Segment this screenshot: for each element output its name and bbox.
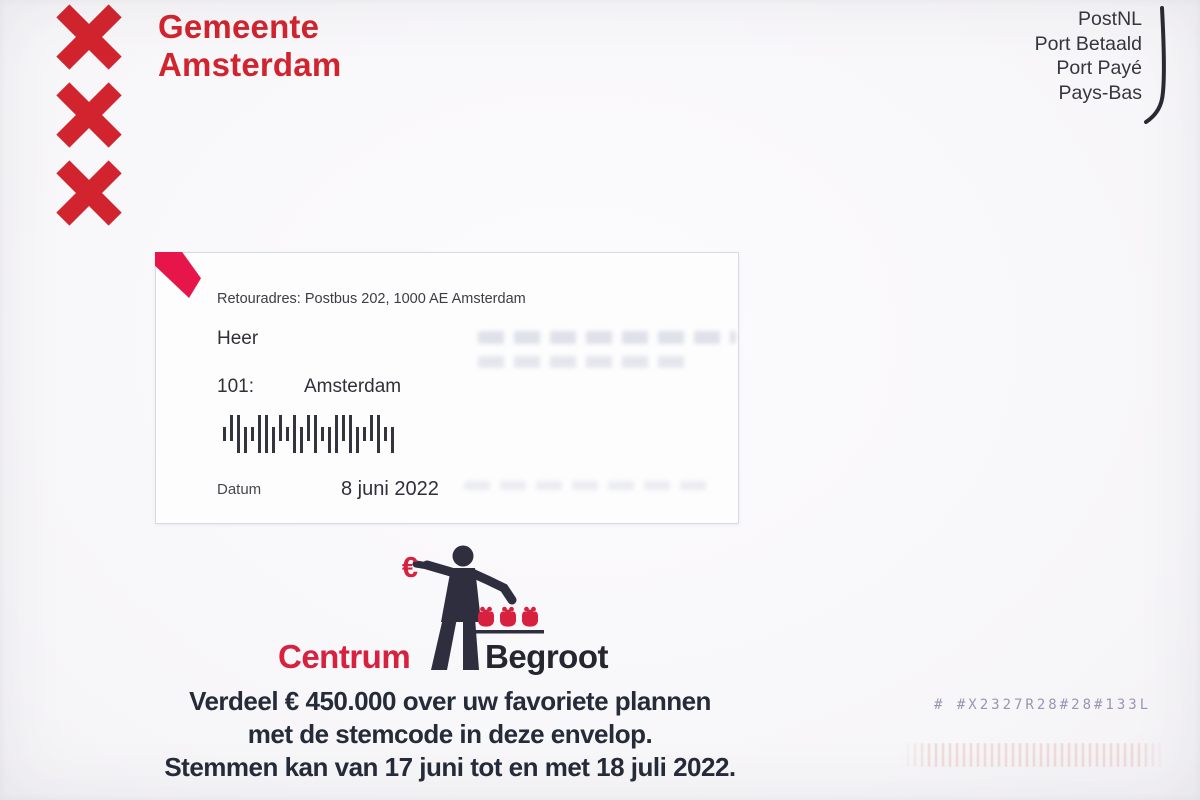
kix-bar [377, 415, 380, 453]
tagline-line2: met de stemcode in deze envelop. [247, 719, 653, 749]
kix-bar [363, 427, 366, 441]
return-address: Retouradres: Postbus 202, 1000 AE Amsterdam [217, 291, 526, 307]
sender-wordmark-line2: Amsterdam [158, 46, 342, 83]
kix-bar [321, 427, 324, 441]
kix-bar [335, 415, 338, 453]
kix-bar [237, 415, 240, 453]
kix-bar [300, 427, 303, 453]
andreas-cross-icon [56, 82, 122, 148]
kix-bar [307, 415, 310, 441]
date-row [217, 478, 617, 500]
franking-line-carrier: PostNL [1078, 8, 1142, 30]
centrum-begroot-logo [270, 538, 630, 680]
franking-line-port-betaald: Port Betaald [1034, 32, 1142, 55]
kix-bar [258, 415, 261, 453]
date-value: 8 juni 2022 [341, 478, 439, 500]
kix-bar [384, 427, 387, 441]
bleed-through-barcode [900, 743, 1168, 767]
sender-wordmark [158, 8, 341, 84]
kix-bar [230, 415, 233, 441]
kix-bar [370, 415, 373, 441]
campaign-wordmark-right: Begroot [485, 638, 608, 675]
kix-bar [279, 415, 282, 441]
address-window [155, 252, 739, 524]
amsterdam-logo-crosses [56, 4, 122, 238]
bleed-through-text [478, 356, 694, 368]
andreas-cross-icon [56, 4, 122, 70]
kix-bar [391, 427, 394, 453]
sender-wordmark-line1: Gemeente [158, 8, 320, 45]
kix-barcode [223, 415, 398, 453]
kix-bar [342, 415, 345, 441]
andreas-cross-icon [56, 160, 122, 226]
address-line [217, 376, 401, 398]
postcode-partial: 101: [217, 376, 254, 397]
franking-line-port-paye: Port Payé [1056, 57, 1142, 79]
franking-mark [1035, 7, 1142, 105]
purse-shelf-line [472, 630, 544, 634]
kix-bar [328, 427, 331, 453]
kix-bar [223, 427, 226, 441]
city: Amsterdam [303, 376, 402, 397]
tagline-line1: Verdeel € 450.000 over uw favoriete plannen [189, 686, 711, 716]
kix-bar [272, 427, 275, 453]
kix-bar [314, 415, 317, 453]
kix-bar [251, 427, 254, 441]
kix-bar [244, 427, 247, 453]
kix-bar [356, 427, 359, 453]
coin-purses-icon [478, 607, 538, 627]
salutation: Heer [217, 328, 259, 349]
date-label: Datum [217, 481, 262, 498]
kix-bar [293, 415, 296, 453]
campaign-tagline [0, 685, 900, 784]
postal-sorting-code: # #X2327R28#28#133L [934, 697, 1152, 713]
euro-symbol: € [401, 552, 419, 584]
campaign-wordmark-left: Centrum [278, 638, 411, 675]
franking-stroke-icon [1138, 4, 1168, 126]
tagline-line3: Stemmen kan van 17 juni tot en met 18 juli 2022. [164, 752, 736, 782]
corner-arrow-icon [155, 252, 201, 298]
franking-line-pays-bas: Pays-Bas [1058, 81, 1142, 104]
bleed-through-text [478, 331, 736, 344]
kix-bar [286, 427, 289, 441]
kix-bar [349, 415, 352, 453]
kix-bar [265, 415, 268, 453]
